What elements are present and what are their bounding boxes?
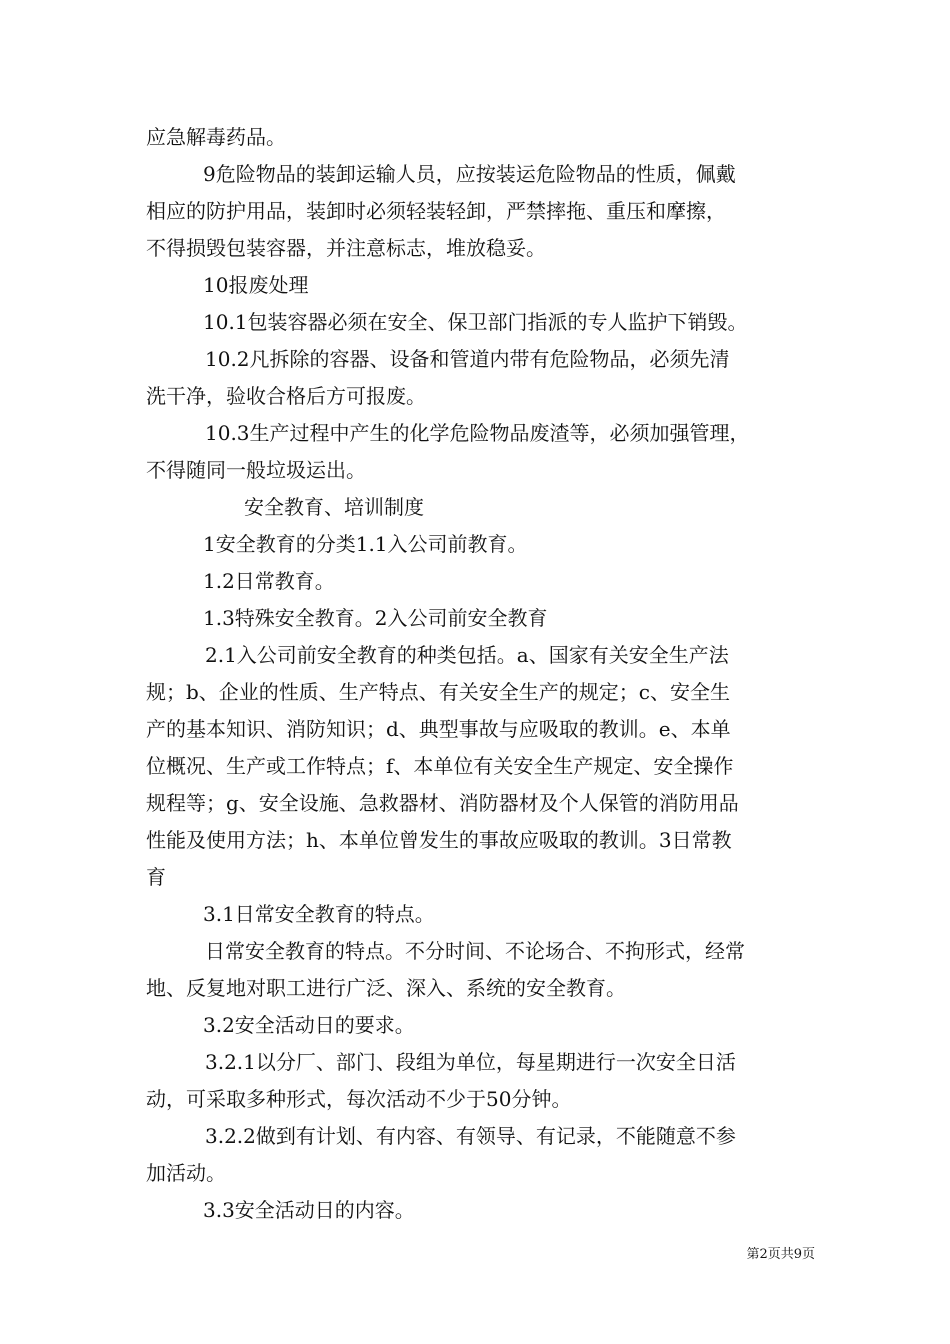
paragraph-line: 1.2日常教育。 bbox=[203, 569, 335, 593]
paragraph-line: 性能及使用方法；h、本单位曾发生的事故应吸取的教训。3日常教 bbox=[146, 828, 732, 852]
paragraph-line: 洗干净，验收合格后方可报废。 bbox=[146, 384, 426, 408]
section-heading: 10报废处理 bbox=[203, 273, 309, 297]
paragraph-line: 位概况、生产或工作特点；f、本单位有关安全生产规定、安全操作 bbox=[146, 754, 734, 778]
paragraph-line: 1安全教育的分类1.1入公司前教育。 bbox=[203, 532, 528, 556]
paragraph-line: 3.1日常安全教育的特点。 bbox=[203, 902, 435, 926]
paragraph-line: 不得损毁包装容器，并注意标志，堆放稳妥。 bbox=[146, 236, 546, 260]
paragraph-line: 3.2.1以分厂、部门、段组为单位，每星期进行一次安全日活 bbox=[205, 1050, 736, 1074]
document-title: 安全教育、培训制度 bbox=[244, 495, 424, 519]
paragraph-line: 10.2凡拆除的容器、设备和管道内带有危险物品，必须先清 bbox=[205, 347, 730, 371]
paragraph-line: 不得随同一般垃圾运出。 bbox=[146, 458, 366, 482]
paragraph-line: 3.2安全活动日的要求。 bbox=[203, 1013, 415, 1037]
paragraph-line: 1.3特殊安全教育。2入公司前安全教育 bbox=[203, 606, 548, 630]
paragraph-line: 3.2.2做到有计划、有内容、有领导、有记录，不能随意不参 bbox=[205, 1124, 736, 1148]
paragraph-line: 10.3生产过程中产生的化学危险物品废渣等，必须加强管理， bbox=[205, 421, 750, 445]
paragraph-line: 2.1入公司前安全教育的种类包括。a、国家有关安全生产法 bbox=[205, 643, 729, 667]
paragraph-line: 日常安全教育的特点。不分时间、不论场合、不拘形式，经常 bbox=[205, 939, 745, 963]
paragraph-line: 相应的防护用品，装卸时必须轻装轻卸，严禁摔拖、重压和摩擦， bbox=[146, 199, 726, 223]
paragraph-line: 育 bbox=[146, 865, 166, 889]
paragraph-line: 产的基本知识、消防知识；d、典型事故与应吸取的教训。e、本单 bbox=[146, 717, 731, 741]
paragraph-line: 动，可采取多种形式，每次活动不少于50分钟。 bbox=[146, 1087, 572, 1111]
paragraph-line: 规；b、企业的性质、生产特点、有关安全生产的规定；c、安全生 bbox=[146, 680, 731, 704]
page-number-footer: 第2页共9页 bbox=[746, 1247, 815, 1262]
paragraph-line: 地、反复地对职工进行广泛、深入、系统的安全教育。 bbox=[146, 976, 626, 1000]
paragraph-line: 规程等；g、安全设施、急救器材、消防器材及个人保管的消防用品 bbox=[146, 791, 739, 815]
paragraph-line: 3.3安全活动日的内容。 bbox=[203, 1198, 415, 1222]
paragraph-line: 应急解毒药品。 bbox=[146, 125, 286, 149]
paragraph-line: 9危险物品的装卸运输人员，应按装运危险物品的性质，佩戴 bbox=[203, 162, 736, 186]
paragraph-line: 加活动。 bbox=[146, 1161, 226, 1185]
paragraph-line: 10.1包装容器必须在安全、保卫部门指派的专人监护下销毁。 bbox=[203, 310, 748, 334]
